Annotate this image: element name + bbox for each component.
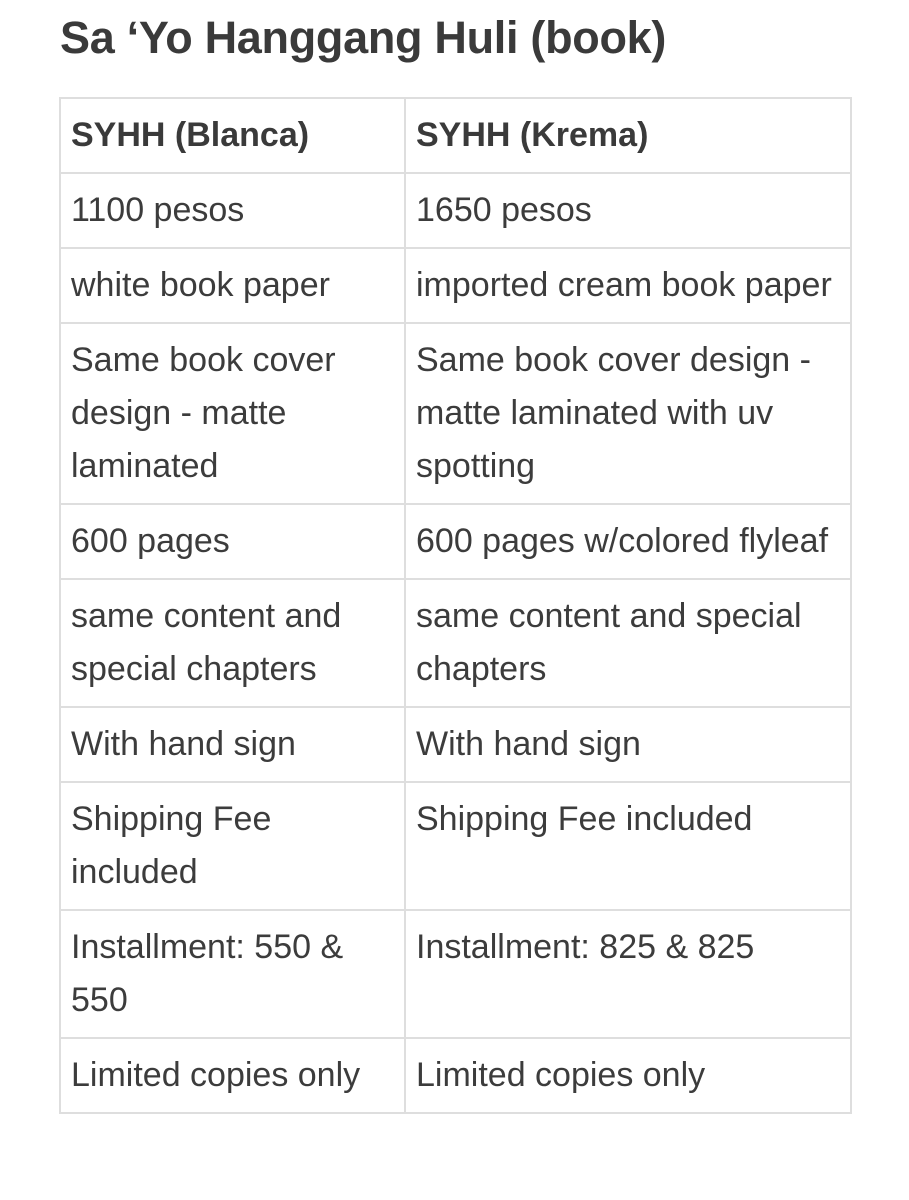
table-row	[60, 782, 851, 910]
table-cell-krema: Installment: 825 & 825	[405, 910, 851, 1038]
table-cell-krema: Same book cover design - matte laminated with uv spotting	[405, 323, 851, 504]
table-cell-blanca: white book paper	[60, 248, 405, 323]
column-header-blanca: SYHH (Blanca)	[60, 98, 405, 173]
table-row	[60, 707, 851, 782]
table-row	[60, 579, 851, 707]
table-cell-blanca: same content and special chapters	[60, 579, 405, 707]
table-cell-krema: Shipping Fee included	[405, 782, 851, 910]
table-row	[60, 504, 851, 579]
table-row	[60, 173, 851, 248]
table-row	[60, 248, 851, 323]
table-cell-krema: imported cream book paper	[405, 248, 851, 323]
table-cell-krema: With hand sign	[405, 707, 851, 782]
table-cell-blanca: 1100 pesos	[60, 173, 405, 248]
table-cell-krema: same content and special chapters	[405, 579, 851, 707]
table-row	[60, 323, 851, 504]
table-cell-krema: 1650 pesos	[405, 173, 851, 248]
column-header-krema: SYHH (Krema)	[405, 98, 851, 173]
table-cell-blanca: 600 pages	[60, 504, 405, 579]
table-row	[60, 910, 851, 1038]
table-row	[60, 1038, 851, 1113]
comparison-table	[59, 97, 852, 1114]
table-cell-blanca: Same book cover design - matte laminated	[60, 323, 405, 504]
table-cell-krema: 600 pages w/colored flyleaf	[405, 504, 851, 579]
table-cell-blanca: Shipping Fee included	[60, 782, 405, 910]
table-cell-blanca: Limited copies only	[60, 1038, 405, 1113]
table-header-row	[60, 98, 851, 173]
table-cell-blanca: With hand sign	[60, 707, 405, 782]
comparison-table-container	[59, 97, 850, 1114]
page-title: Sa ‘Yo Hanggang Huli (book)	[60, 12, 667, 63]
table-cell-krema: Limited copies only	[405, 1038, 851, 1113]
table-cell-blanca: Installment: 550 & 550	[60, 910, 405, 1038]
